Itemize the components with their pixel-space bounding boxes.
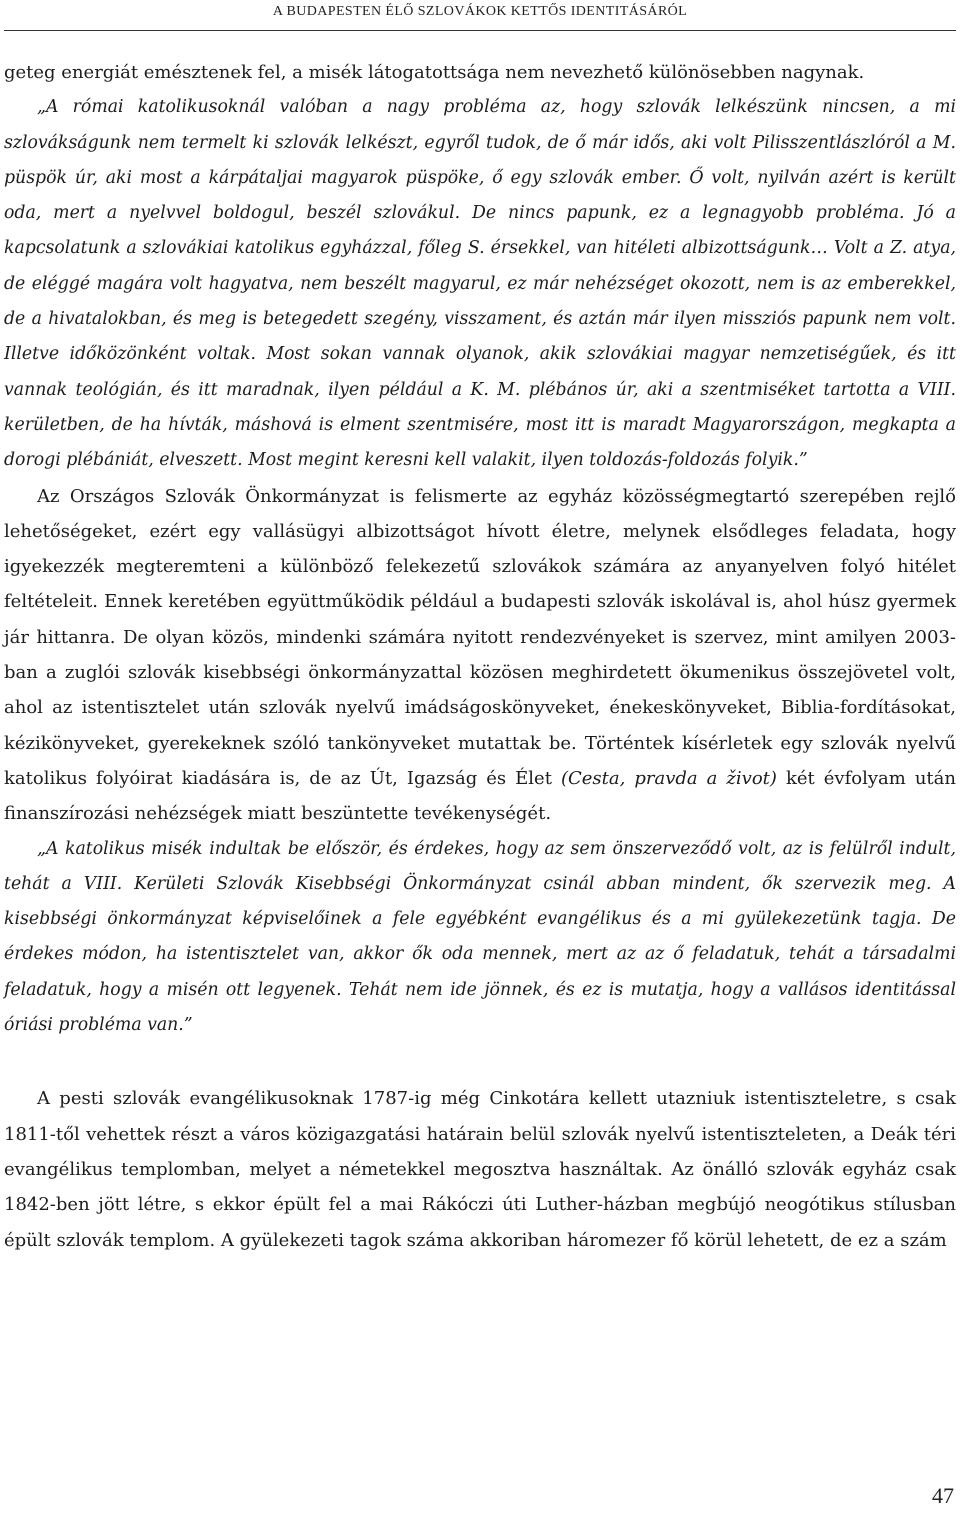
paragraph-continuation: geteg energiát emésztenek fel, a misék látogatottsága nem nevezhető különösebben nagynak.	[4, 62, 865, 83]
page-number: 47	[932, 1483, 954, 1508]
paragraph: A pesti szlovák evangélikusoknak 1787-ig még Cinkotára kellett utazniuk istentiszteletre, s csak 1811-től vehettek részt a város közigazgatási határain belül szlovák nyelvű istentiszteleten, a Deák téri evangélikus templomban, melyet a németekkel megosztva használtak. Az önálló szlovák egyház csak 1842-ben jött létre, s ekkor épült fel a mai Rákóczi úti Luther-házban megbújó neogótikus stílusban épült szlovák templom. A gyülekezeti tagok száma akkoriban háromezer fő körül lehetett, de ez a szám	[4, 1088, 956, 1251]
interview-quote: „A római katolikusoknál valóban a nagy probléma az, hogy szlovák lelkészünk nincsen, a mi szlovákságunk nem termelt ki szlovák lelkészt, egyről tudok, de ő már idős, aki volt Pilisszentlászlóról a M. püspök úr, aki most a kárpátaljai magyarok püspöke, ő egy szlovák ember. Ő volt, nyilván azért is került oda, mert a nyelvvel boldogul, beszél szlovákul. De nincs papunk, ez a legnagyobb probléma. Jó a kapcsolatunk a szlovákiai katolikus egyházzal, főleg S. érsekkel, van hitéleti albizottságunk… Volt a Z. atya, de eléggé magára volt hagyatva, nem beszélt magyarul, ez már nehézséget okozott, nem is az emberekkel, de a hivatalokban, és meg is betegedett szegény, visszament, és aztán már ilyen missziós papunk nem volt. Illetve időközönként voltak. Most sokan vannak olyanok, akik szlovákiai magyar nemzetiségűek, és itt vannak teológián, és itt maradnak, ilyen például a K. M. plébános úr, aki a szentmiséket tartotta a VIII. kerületben, de ha hívták, máshová is elment szentmisére, most itt is maradt Magyarországon, megkapta a dorogi plébániát, elveszett. Most megint keresni kell valakit, ilyen toldozás-foldozás folyik.”	[4, 97, 956, 471]
body-text	[4, 55, 956, 1258]
italic-title: (Cesta, pravda a život)	[560, 767, 777, 789]
paragraph-text: Az Országos Szlovák Önkormányzat is felismerte az egyház közösségmegtartó szerepében rejlő lehetőségeket, ezért egy vallásügyi albizottságot hívott életre, melynek elsődleges feladata, hogy igyekezzék megteremteni a különböző felekezetű szlovákok számára az anyanyelven folyó hitélet feltételeit. Ennek keretében együttműködik például a budapesti szlovák iskolával is, ahol húsz gyermek jár hittanra. De olyan közös, mindenki számára nyitott rendezvényeket is szervez, mint amilyen 2003-ban a zuglói szlovák kisebbségi önkormányzattal közösen meghirdetett ökumenikus összejövetel volt, ahol az istentisztelet után szlovák nyelvű imádságoskönyveket, énekeskönyveket, Biblia-fordításokat, kézikönyveket, gyerekeknek szóló tankönyveket mutattak be. Történtek kísérletek egy szlovák nyelvű katolikus folyóirat kiadására is, de az Út, Igazság és Élet	[4, 485, 956, 789]
section-gap	[4, 1043, 956, 1081]
header-rule	[4, 30, 956, 31]
running-head: A BUDAPESTEN ÉLŐ SZLOVÁKOK KETTŐS IDENTITÁSÁRÓL	[272, 4, 688, 19]
paragraph-text-end: két évfolyam után finanszírozási nehézségek miatt beszüntette tevékenységét.	[4, 767, 956, 825]
interview-quote: „A katolikus misék indultak be először, és érdekes, hogy az sem önszerveződő volt, az is felülről indult, tehát a VIII. Kerületi Szlovák Kisebbségi Önkormányzat csinál abban mindent, ők szervezik meg. A kisebbségi önkormányzat képviselőinek a fele egyébként evangélikus és a mi gyülekezetünk tagja. De érdekes módon, ha istentisztelet van, akkor ők oda mennek, mert az az ő feladatuk, tehát a társadalmi feladatuk, hogy a misén ott legyenek. Tehát nem ide jönnek, és ez is mutatja, hogy a vallásos identitással óriási probléma van.”	[4, 838, 956, 1036]
paragraph	[4, 479, 956, 832]
